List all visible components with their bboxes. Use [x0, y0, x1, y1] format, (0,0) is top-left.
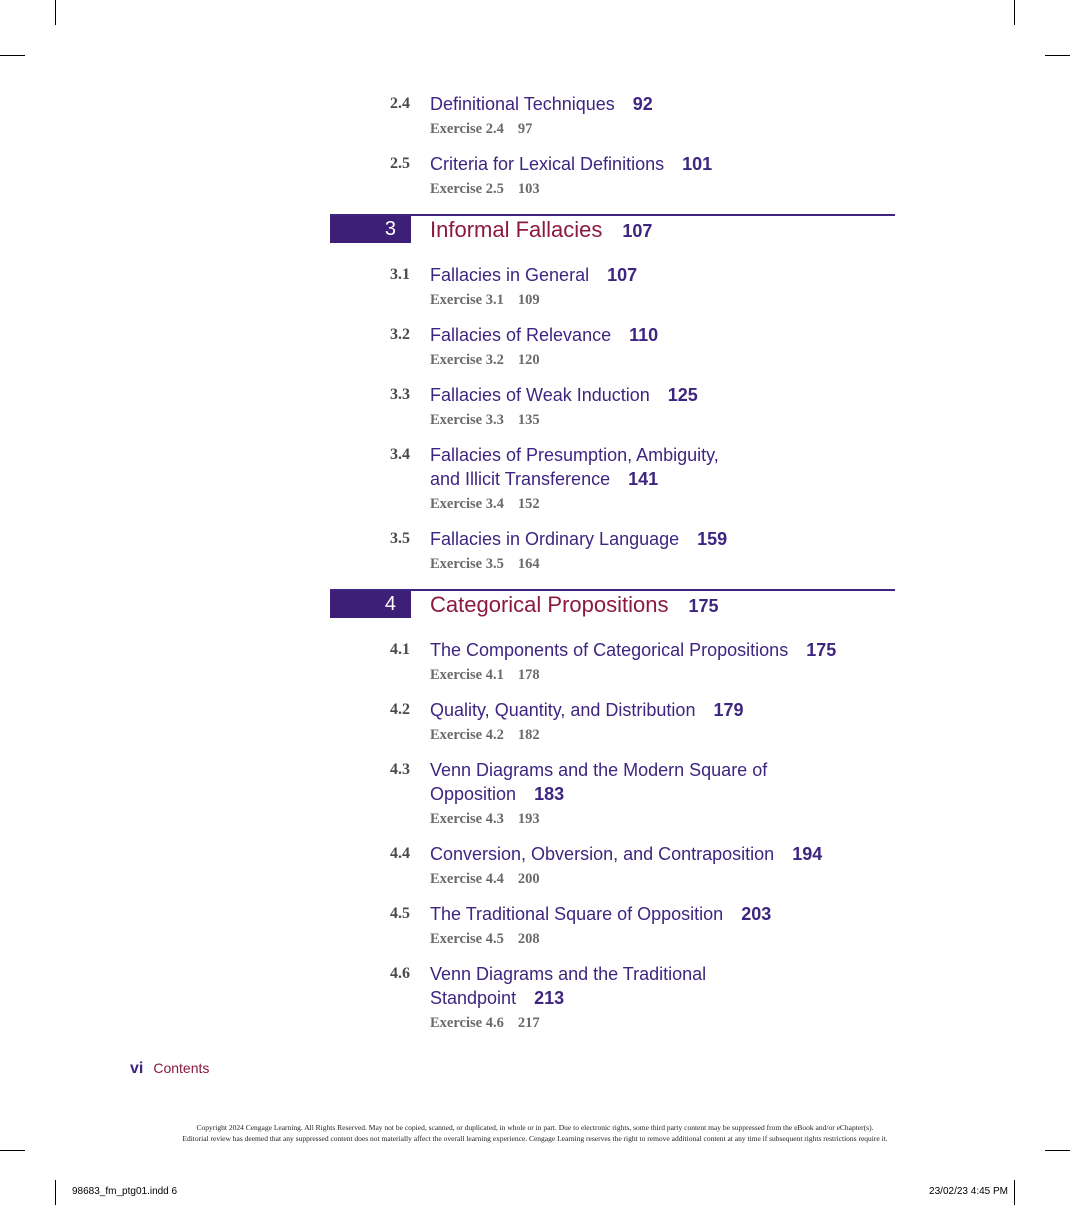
section-title: Fallacies in Ordinary Language — [430, 529, 680, 549]
toc-section[interactable] — [330, 443, 895, 515]
exercise-entry[interactable] — [430, 1012, 895, 1034]
exercise-page: 97 — [517, 121, 533, 137]
section-title: Venn Diagrams and the Modern Square of — [430, 760, 768, 780]
exercise-entry[interactable] — [430, 409, 895, 431]
section-title: Quality, Quantity, and Distribution — [430, 700, 696, 720]
section-title: Fallacies of Weak Induction — [430, 385, 650, 405]
section-page: 194 — [792, 844, 823, 864]
exercise-entry[interactable] — [430, 724, 895, 746]
section-title-line — [430, 263, 895, 287]
crop-mark — [1014, 1180, 1015, 1205]
exercise-label: Exercise 4.4 — [430, 871, 504, 887]
toc-section[interactable] — [330, 383, 895, 431]
exercise-page: 208 — [517, 931, 540, 947]
exercise-page: 103 — [517, 181, 540, 197]
crop-mark — [0, 55, 25, 56]
exercise-label: Exercise 3.5 — [430, 556, 504, 572]
section-title: Standpoint — [430, 988, 517, 1008]
section-number: 3.4 — [390, 446, 410, 463]
exercise-entry[interactable] — [430, 664, 895, 686]
exercise-page: 200 — [517, 871, 540, 887]
exercise-label: Exercise 2.5 — [430, 181, 504, 197]
running-footer-label: Contents — [153, 1060, 210, 1076]
section-title-line — [430, 698, 895, 722]
section-number: 4.4 — [390, 845, 410, 862]
crop-mark — [1045, 55, 1070, 56]
crop-mark — [55, 0, 56, 25]
toc-section[interactable] — [330, 527, 895, 575]
section-title-line — [430, 152, 895, 176]
exercise-entry[interactable] — [430, 808, 895, 830]
section-title-line — [430, 842, 895, 866]
section-number: 3.2 — [390, 326, 410, 343]
section-number: 2.4 — [390, 95, 410, 112]
exercise-entry[interactable] — [430, 868, 895, 890]
chapter-heading[interactable] — [330, 589, 895, 618]
section-page: 107 — [607, 265, 638, 285]
exercise-entry[interactable] — [430, 118, 895, 140]
toc-section[interactable] — [330, 758, 895, 830]
section-page: 183 — [534, 784, 565, 804]
exercise-page: 164 — [517, 556, 540, 572]
exercise-label: Exercise 3.3 — [430, 412, 504, 428]
toc-section[interactable] — [330, 263, 895, 311]
section-title: and Illicit Transference — [430, 469, 611, 489]
section-page: 101 — [682, 154, 713, 174]
exercise-page: 109 — [517, 292, 540, 308]
section-page: 179 — [713, 700, 744, 720]
section-page: 213 — [534, 988, 565, 1008]
section-title: Opposition — [430, 784, 517, 804]
section-page: 203 — [741, 904, 772, 924]
section-title-line — [430, 902, 895, 926]
chapter-number: 4 — [330, 591, 411, 618]
exercise-page: 182 — [517, 727, 540, 743]
crop-mark — [1014, 0, 1015, 25]
chapter-number: 3 — [330, 216, 411, 243]
section-number: 3.5 — [390, 530, 410, 547]
exercise-label: Exercise 3.4 — [430, 496, 504, 512]
table-of-contents — [330, 92, 895, 1046]
section-title: Fallacies of Presumption, Ambiguity, — [430, 445, 719, 465]
section-page: 125 — [667, 385, 698, 405]
exercise-label: Exercise 4.1 — [430, 667, 504, 683]
exercise-label: Exercise 2.4 — [430, 121, 504, 137]
section-number: 4.1 — [390, 641, 410, 658]
section-title: Definitional Techniques — [430, 94, 615, 114]
chapter-title-line — [430, 216, 652, 245]
page-numeral: vi — [130, 1060, 144, 1077]
section-title: The Traditional Square of Opposition — [430, 904, 724, 924]
section-title: Venn Diagrams and the Traditional — [430, 964, 707, 984]
exercise-label: Exercise 4.2 — [430, 727, 504, 743]
section-title-line — [430, 986, 895, 1010]
toc-section[interactable] — [330, 323, 895, 371]
chapter-page: 107 — [622, 221, 653, 241]
exercise-entry[interactable] — [430, 928, 895, 950]
exercise-page: 193 — [517, 811, 540, 827]
exercise-page: 178 — [517, 667, 540, 683]
toc-section[interactable] — [330, 842, 895, 890]
exercise-label: Exercise 3.1 — [430, 292, 504, 308]
section-title-line — [430, 527, 895, 551]
copyright-line-1: Copyright 2024 Cengage Learning. All Rights Reserved. May not be copied, scanned, or duplicated, in whole or in part. Due to electronic rights, some third party content may be suppressed from the eBook and/or eChapter(s). — [196, 1123, 874, 1132]
section-page: 159 — [697, 529, 728, 549]
section-title-line — [430, 323, 895, 347]
section-title: Criteria for Lexical Definitions — [430, 154, 665, 174]
section-title-line — [430, 782, 895, 806]
exercise-label: Exercise 4.3 — [430, 811, 504, 827]
page-footer — [130, 1060, 209, 1078]
section-number: 4.3 — [390, 761, 410, 778]
section-title-line — [430, 92, 895, 116]
exercise-page: 120 — [517, 352, 540, 368]
crop-mark — [1045, 1150, 1070, 1151]
chapter-title-line — [430, 591, 719, 620]
chapter-title: Categorical Propositions — [430, 592, 669, 617]
chapter-page: 175 — [688, 596, 719, 616]
section-number: 3.1 — [390, 266, 410, 283]
toc-section[interactable] — [330, 698, 895, 746]
chapter-heading[interactable] — [330, 214, 895, 243]
copyright-line-2: Editorial review has deemed that any suppressed content does not materially affect the overall learning experience. Cengage Learning reserves the right to remove additional content at any time if subsequent rights restrictions require it. — [182, 1134, 888, 1143]
slug-filename: 98683_fm_ptg01.indd 6 — [72, 1186, 178, 1197]
exercise-label: Exercise 4.5 — [430, 931, 504, 947]
exercise-page: 152 — [517, 496, 540, 512]
exercise-entry[interactable] — [430, 289, 895, 311]
crop-mark — [0, 1150, 25, 1151]
section-title-line — [430, 443, 895, 467]
toc-section[interactable] — [330, 638, 895, 686]
exercise-label: Exercise 4.6 — [430, 1015, 504, 1031]
exercise-page: 217 — [517, 1015, 540, 1031]
section-title: Fallacies of Relevance — [430, 325, 612, 345]
crop-mark — [55, 1180, 56, 1205]
section-number: 3.3 — [390, 386, 410, 403]
section-title-line — [430, 758, 895, 782]
section-title-line — [430, 467, 895, 491]
exercise-page: 135 — [517, 412, 540, 428]
exercise-label: Exercise 3.2 — [430, 352, 504, 368]
section-number: 4.5 — [390, 905, 410, 922]
section-title-line — [430, 962, 895, 986]
exercise-entry[interactable] — [430, 178, 895, 200]
section-page: 92 — [632, 94, 653, 114]
section-title: Conversion, Obversion, and Contraposition — [430, 844, 775, 864]
exercise-entry[interactable] — [430, 553, 895, 575]
exercise-entry[interactable] — [430, 349, 895, 371]
copyright-notice — [0, 1122, 1070, 1144]
chapter-title: Informal Fallacies — [430, 217, 603, 242]
section-page: 110 — [629, 325, 659, 345]
toc-section[interactable] — [330, 152, 895, 200]
section-page: 141 — [628, 469, 659, 489]
toc-section[interactable] — [330, 92, 895, 140]
section-number: 4.6 — [390, 965, 410, 982]
slug-date: 23/02/23 4:45 PM — [929, 1186, 1008, 1197]
section-title: Fallacies in General — [430, 265, 590, 285]
section-page: 175 — [806, 640, 837, 660]
section-number: 4.2 — [390, 701, 410, 718]
section-number: 2.5 — [390, 155, 410, 172]
section-title-line — [430, 383, 895, 407]
toc-section[interactable] — [330, 962, 895, 1034]
exercise-entry[interactable] — [430, 493, 895, 515]
section-title-line — [430, 638, 895, 662]
toc-section[interactable] — [330, 902, 895, 950]
section-title: The Components of Categorical Propositions — [430, 640, 789, 660]
